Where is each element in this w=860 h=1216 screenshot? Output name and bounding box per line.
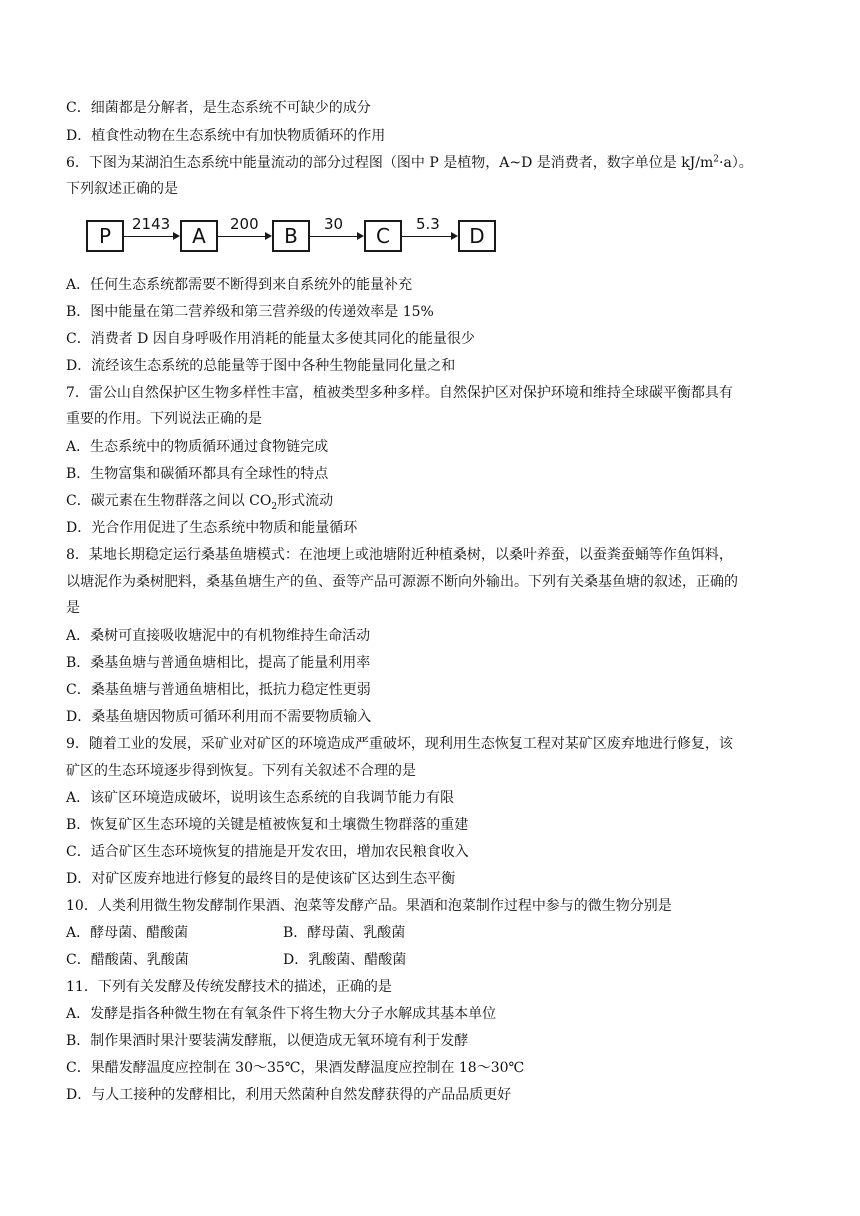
q6-option-d: D．流经该生态系统的总能量等于图中各种生物能量同化量之和 [66,358,456,374]
node-p: P [86,220,124,252]
flow-value-p-a: 2143 [132,215,171,233]
q10-option-c: C．醋酸菌、乳酸菌 [66,952,189,968]
q7-option-c [66,492,806,510]
flow-value-b-c: 30 [324,215,344,233]
q7-option-c-text: C．碳元素在生物群落之间以 CO [66,493,272,509]
q5-option-d: D．植食性动物在生态系统中有加快物质循环的作用 [66,128,386,144]
q6-stem-text-end: ·a）。 [719,155,753,171]
q8-option-d: D．桑基鱼塘因物质可循环利用而不需要物质输入 [66,709,372,725]
q11-stem: 11．下列有关发酵及传统发酵技术的描述，正确的是 [66,979,392,995]
q6-option-b: B．图中能量在第二营养级和第三营养级的传递效率是 15% [66,304,434,320]
q6-option-a: A．任何生态系统都需要不断得到来自系统外的能量补充 [66,277,413,293]
node-b: B [272,220,310,252]
q9-stem-line1: 9．随着工业的发展，采矿业对矿区的环境造成严重破坏，现利用生态恢复工程对某矿区废弃地进行修复，该 [66,736,733,752]
node-d: D [458,220,496,252]
q8-option-a: A．桑树可直接吸收塘泥中的有机物维持生命活动 [66,628,371,644]
node-a: A [180,220,218,252]
q7-option-b: B．生物富集和碳循环都具有全球性的特点 [66,466,329,482]
q8-stem-line3: 是 [66,600,80,616]
co2-subscript: 2 [271,501,278,512]
q6-unit-superscript: 2 [713,154,720,165]
q9-stem-line2: 矿区的生态环境逐步得到恢复。下列有关叙述不合理的是 [66,763,416,779]
energy-flow-diagram [86,210,506,260]
flow-arrow-p-a [124,236,178,237]
q7-stem-line2: 重要的作用。下列说法正确的是 [66,411,262,427]
q10-options-row1 [66,924,806,942]
q8-stem-line2: 以塘泥作为桑树肥料，桑基鱼塘生产的鱼、蚕等产品可源源不断向外输出。下列有关桑基鱼塘的叙述，正确的 [66,574,738,590]
q11-option-b: B．制作果酒时果汁要装满发酵瓶，以便造成无氧环境有利于发酵 [66,1033,469,1049]
flow-arrow-a-b [218,236,270,237]
q7-option-a: A．生态系统中的物质循环通过食物链完成 [66,439,329,455]
q7-stem-line1: 7．雷公山自然保护区生物多样性丰富，植被类型多种多样。自然保护区对保护环境和维持全球碳平衡都具有 [66,385,733,401]
q9-option-d: D．对矿区废弃地进行修复的最终目的是使该矿区达到生态平衡 [66,871,456,887]
q10-option-a: A．酵母菌、醋酸菌 [66,925,189,941]
q9-option-c: C．适合矿区生态环境恢复的措施是开发农田，增加农民粮食收入 [66,844,469,860]
q10-stem: 10．人类利用微生物发酵制作果酒、泡菜等发酵产品。果酒和泡菜制作过程中参与的微生物分别是 [66,898,672,914]
flow-arrow-c-d [402,236,456,237]
flow-value-a-b: 200 [230,215,259,233]
q6-stem-line1 [66,154,806,172]
q11-option-d: D．与人工接种的发酵相比，利用天然菌种自然发酵获得的产品品质更好 [66,1087,512,1103]
q7-option-c-text-end: 形式流动 [277,493,334,509]
q11-option-c: C．果醋发酵温度应控制在 30～35℃，果酒发酵温度应控制在 18～30℃ [66,1060,525,1076]
q6-stem-line2: 下列叙述正确的是 [66,181,178,197]
q8-option-b: B．桑基鱼塘与普通鱼塘相比，提高了能量利用率 [66,655,371,671]
node-c: C [364,220,402,252]
q10-options-row2 [66,951,806,969]
q6-option-c: C．消费者 D 因自身呼吸作用消耗的能量太多使其同化的能量很少 [66,331,475,347]
q7-option-d: D．光合作用促进了生态系统中物质和能量循环 [66,520,358,536]
flow-arrow-b-c [310,236,362,237]
q9-option-a: A．该矿区环境造成破坏，说明该生态系统的自我调节能力有限 [66,790,455,806]
q11-option-a: A．发酵是指各种微生物在有氧条件下将生物大分子水解成其基本单位 [66,1006,497,1022]
q6-stem-text: 6．下图为某湖泊生态系统中能量流动的部分过程图（图中 P 是植物，A~D 是消费者，数字单位是 kJ/m [66,155,714,171]
q9-option-b: B．恢复矿区生态环境的关键是植被恢复和土壤微生物群落的重建 [66,817,469,833]
flow-value-c-d: 5.3 [416,215,440,233]
q5-option-c: C．细菌都是分解者，是生态系统不可缺少的成分 [66,100,371,116]
q8-stem-line1: 8．某地长期稳定运行桑基鱼塘模式：在池埂上或池塘附近种植桑树，以桑叶养蚕，以蚕粪蚕蛹等作鱼饵料， [66,547,733,563]
q10-option-d: D．乳酸菌、醋酸菌 [283,952,407,968]
q10-option-b: B．酵母菌、乳酸菌 [283,925,406,941]
q8-option-c: C．桑基鱼塘与普通鱼塘相比，抵抗力稳定性更弱 [66,682,371,698]
